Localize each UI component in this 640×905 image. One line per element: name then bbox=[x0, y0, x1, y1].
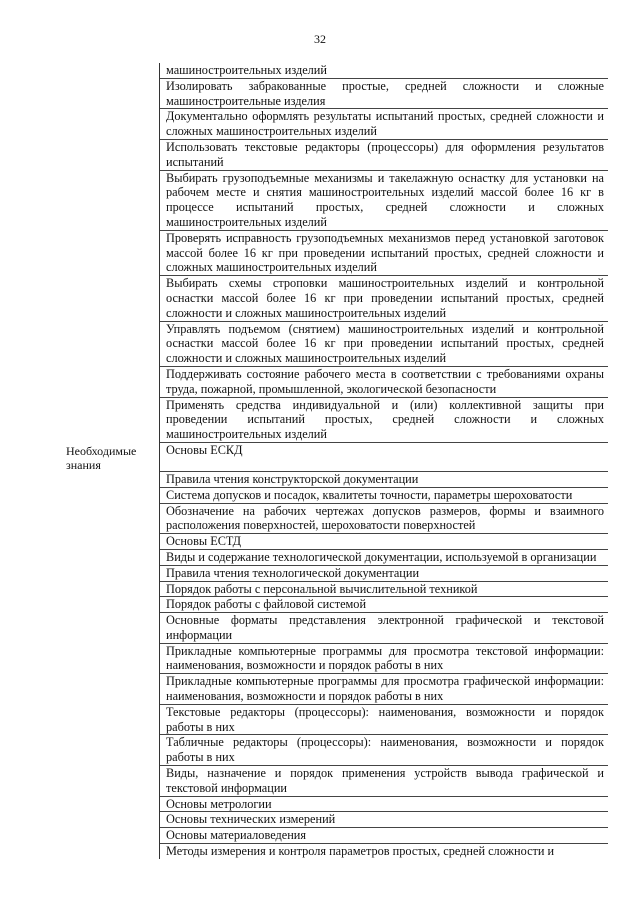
table-row bbox=[60, 140, 608, 171]
skill-item: Поддерживать состояние рабочего места в соответствии с требованиями охраны труда, пожарной, промышленной, экологической безопасности bbox=[160, 367, 608, 398]
knowledge-item: Порядок работы с персональной вычислительной техникой bbox=[160, 582, 608, 598]
knowledge-item: Прикладные компьютерные программы для просмотра графической информации: наименования, возможности и порядок работы в них bbox=[160, 674, 608, 705]
table-row bbox=[60, 705, 608, 736]
table-row bbox=[60, 109, 608, 140]
knowledge-item: Прикладные компьютерные программы для просмотра текстовой информации: наименования, возможности и порядок работы в них bbox=[160, 644, 608, 675]
table-row bbox=[60, 644, 608, 675]
skill-item: Проверять исправность грузоподъемных механизмов перед установкой заготовок массой более 16 кг при проведении испытаний простых, средней сложности и сложных машиностроительных изделий bbox=[160, 231, 608, 276]
table-row bbox=[60, 566, 608, 582]
table-row bbox=[60, 398, 608, 443]
table-row bbox=[60, 322, 608, 367]
knowledge-item: Основы ЕСКД bbox=[160, 443, 608, 472]
table-row bbox=[60, 367, 608, 398]
table-row bbox=[60, 582, 608, 598]
knowledge-item: Система допусков и посадок, квалитеты точности, параметры шероховатости bbox=[160, 488, 608, 504]
table-row bbox=[60, 79, 608, 110]
section-label-empty bbox=[60, 63, 160, 79]
table-row bbox=[60, 766, 608, 797]
table-row bbox=[60, 276, 608, 321]
table-row bbox=[60, 488, 608, 504]
table-row bbox=[60, 63, 608, 79]
table-row bbox=[60, 550, 608, 566]
requirements-table bbox=[60, 63, 608, 859]
table-row bbox=[60, 504, 608, 535]
knowledge-item: Обозначение на рабочих чертежах допусков размеров, формы и взаимного расположения поверхностей, шероховатости поверхностей bbox=[160, 504, 608, 535]
knowledge-item: Табличные редакторы (процессоры): наименования, возможности и порядок работы в них bbox=[160, 735, 608, 766]
table-row bbox=[60, 443, 608, 472]
section-label-knowledge: Необходимые знания bbox=[60, 443, 160, 472]
table-row bbox=[60, 735, 608, 766]
skill-item: Выбирать схемы строповки машиностроительных изделий и контрольной оснастки массой более 16 кг при проведении испытаний простых, средней сложности и сложных машиностроительных изделий bbox=[160, 276, 608, 321]
knowledge-item: Основы материаловедения bbox=[160, 828, 608, 844]
knowledge-item: Виды, назначение и порядок применения устройств вывода графической и текстовой информации bbox=[160, 766, 608, 797]
knowledge-item: Текстовые редакторы (процессоры): наименования, возможности и порядок работы в них bbox=[160, 705, 608, 736]
table-row bbox=[60, 171, 608, 231]
table-row bbox=[60, 812, 608, 828]
table-row bbox=[60, 844, 608, 859]
skill-item: Изолировать забракованные простые, средней сложности и сложные машиностроительные изделия bbox=[160, 79, 608, 110]
table-row bbox=[60, 674, 608, 705]
table-row bbox=[60, 597, 608, 613]
skill-item: машиностроительных изделий bbox=[160, 63, 608, 79]
knowledge-item: Виды и содержание технологической документации, используемой в организации bbox=[160, 550, 608, 566]
skill-item: Применять средства индивидуальной и (или) коллективной защиты при проведении испытаний простых, средней сложности и сложных машиностроительных изделий bbox=[160, 398, 608, 443]
knowledge-item: Правила чтения конструкторской документации bbox=[160, 472, 608, 488]
skill-item: Использовать текстовые редакторы (процессоры) для оформления результатов испытаний bbox=[160, 140, 608, 171]
skill-item: Управлять подъемом (снятием) машиностроительных изделий и контрольной оснастки массой более 16 кг при проведении испытаний простых, средней сложности и сложных машиностроительных изделий bbox=[160, 322, 608, 367]
table-row bbox=[60, 472, 608, 488]
knowledge-item: Основы метрологии bbox=[160, 797, 608, 813]
knowledge-item: Методы измерения и контроля параметров простых, средней сложности и bbox=[166, 844, 555, 859]
table-row bbox=[60, 797, 608, 813]
table-row bbox=[60, 231, 608, 276]
knowledge-item: Основы ЕСТД bbox=[160, 534, 608, 550]
skill-item: Документально оформлять результаты испытаний простых, средней сложности и сложных машиностроительных изделий bbox=[160, 109, 608, 140]
table-row bbox=[60, 534, 608, 550]
knowledge-item: Порядок работы с файловой системой bbox=[160, 597, 608, 613]
skill-item: Выбирать грузоподъемные механизмы и такелажную оснастку для установки на рабочем месте и снятия машиностроительных изделий массой более 16 кг в процессе испытаний простых, средней сложности и сложных машиностроительных изделий bbox=[160, 171, 608, 231]
table-row bbox=[60, 828, 608, 844]
knowledge-item: Основы технических измерений bbox=[160, 812, 608, 828]
knowledge-item: Основные форматы представления электронной графической и текстовой информации bbox=[160, 613, 608, 644]
page-number: 32 bbox=[314, 32, 326, 46]
knowledge-item: Правила чтения технологической документации bbox=[160, 566, 608, 582]
table-row bbox=[60, 613, 608, 644]
